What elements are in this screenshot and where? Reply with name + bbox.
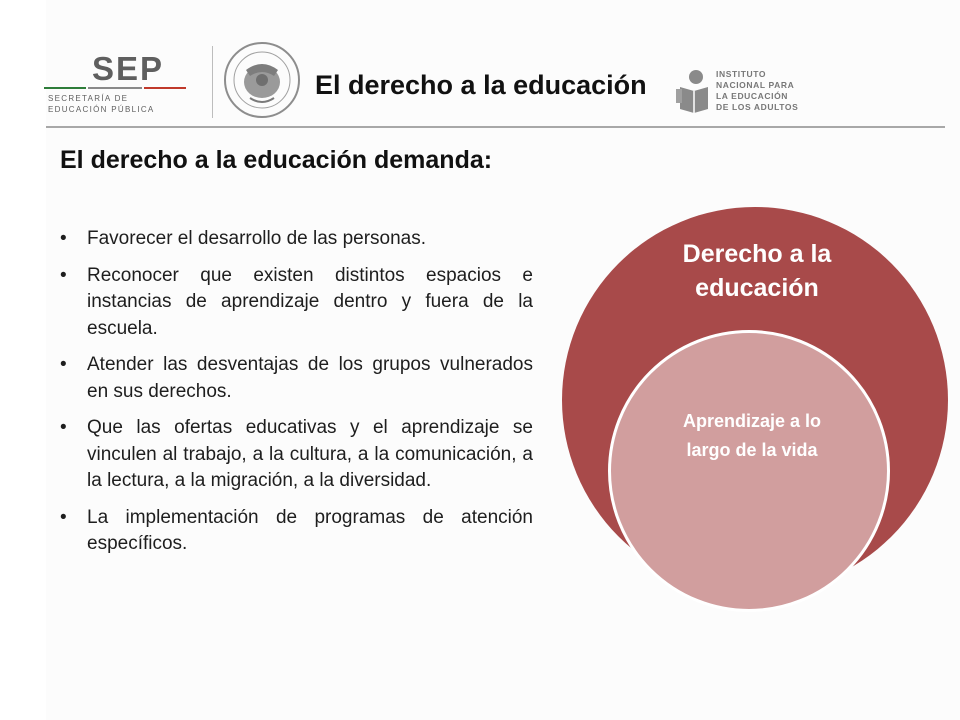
outer-circle-label: Derecho a la educación <box>682 240 832 302</box>
header-rule <box>46 126 945 128</box>
bullet-item: • Reconocer que existen distintos espacios e instancias de aprendizaje dentro y fuera de la escuela. <box>60 263 533 343</box>
bullet-item: • Atender las desventajas de los grupos vulnerados en sus derechos. <box>60 352 533 405</box>
nested-circles-diagram <box>560 205 950 615</box>
inea-line-4: DE LOS ADULTOS <box>716 102 799 112</box>
inea-reader-icon <box>676 69 712 115</box>
section-heading: El derecho a la educación demanda: <box>60 146 493 174</box>
header-divider <box>212 46 213 118</box>
sep-logo <box>44 50 194 116</box>
page-title: El derecho a la educación <box>315 70 647 100</box>
bullet-list <box>60 226 533 568</box>
bullet-item: • Que las ofertas educativas y el aprendizaje se vinculen al trabajo, a la cultura, a la comunicación, a la lectura, a la migración, a la diversidad. <box>60 415 533 495</box>
mexican-seal-icon <box>222 40 302 120</box>
sep-logo-word: SEP <box>92 50 165 87</box>
inea-line-3: LA EDUCACIÓN <box>716 91 789 101</box>
inea-line-1: INSTITUTO <box>716 69 767 79</box>
sep-logo-subtitle-2: EDUCACIÓN PÚBLICA <box>48 105 155 114</box>
sep-logo-subtitle-1: SECRETARÍA DE <box>48 94 129 103</box>
bullet-item: • Favorecer el desarrollo de las personas. <box>60 226 533 253</box>
inea-logo <box>676 69 816 115</box>
inner-circle-label: Aprendizaje a lo largo de la vida <box>682 411 822 460</box>
inea-logo-text <box>716 69 798 113</box>
sep-logo-stripes-icon <box>44 84 194 94</box>
inner-circle <box>608 330 890 612</box>
inea-line-2: NACIONAL PARA <box>716 80 795 90</box>
left-margin-strip <box>0 0 46 720</box>
bullet-item: • La implementación de programas de atención específicos. <box>60 505 533 558</box>
